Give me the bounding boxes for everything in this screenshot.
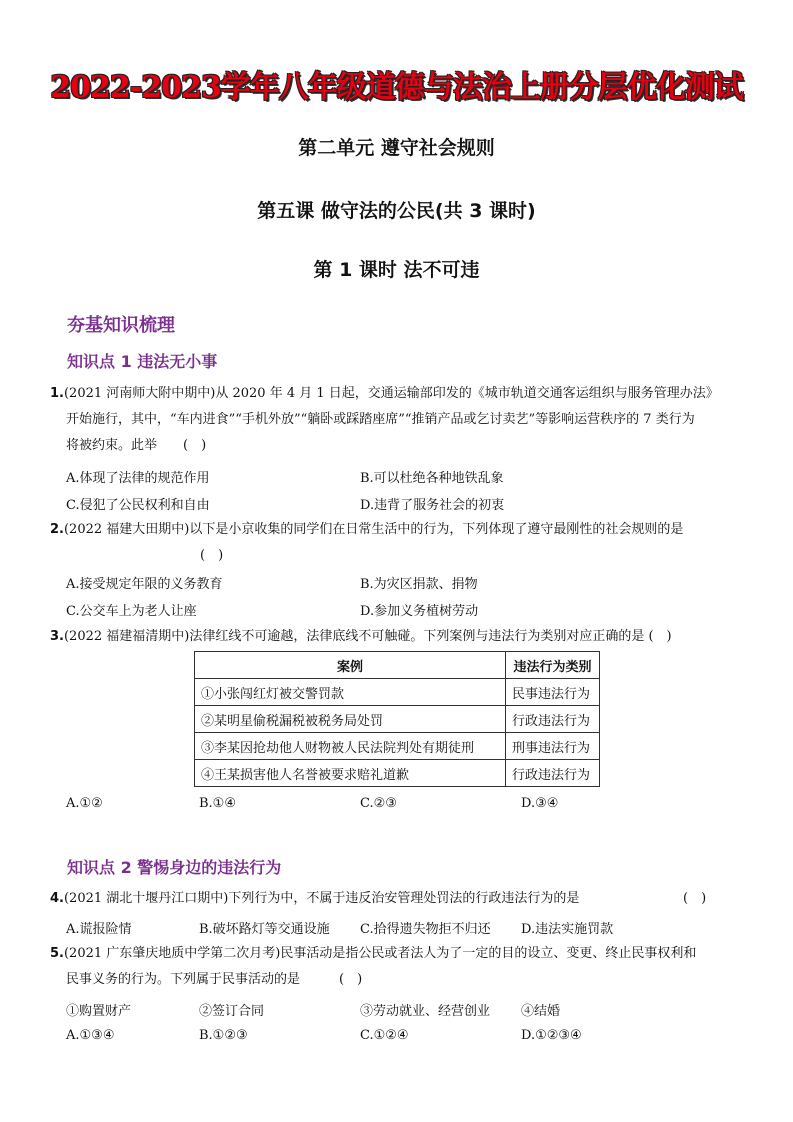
- category-cell: 行政违法行为: [506, 760, 600, 787]
- option-c[interactable]: C.拾得遗失物拒不归还: [360, 922, 491, 937]
- category-cell: 刑事违法行为: [506, 733, 600, 760]
- section-heading: 夯基知识梳理: [67, 315, 175, 336]
- statement-item: ①购置财产: [66, 1004, 132, 1019]
- option-b[interactable]: B.①④: [199, 796, 236, 811]
- option-b[interactable]: B.①②③: [199, 1028, 248, 1043]
- option-c[interactable]: C.①②④: [360, 1028, 409, 1043]
- case-table: [194, 651, 600, 787]
- question-stem: 将被约束。此举 ( ): [66, 438, 207, 453]
- category-cell: 行政违法行为: [506, 706, 600, 733]
- unit-heading: 第二单元 遵守社会规则: [298, 137, 495, 159]
- case-cell: ①小张闯红灯被交警罚款: [195, 679, 506, 706]
- question-stem: (2021 河南师大附中期中)从 2020 年 4 月 1 日起，交通运输部印发的《城市轨道交通客运组织与服务管理办法》: [63, 386, 719, 401]
- question-stem: (2021 广东肇庆地质中学第二次月考)民事活动是指公民或者法人为了一定的目的设立、变更、终止民事权利和: [63, 946, 697, 961]
- question-3: [50, 624, 760, 650]
- table-row: [195, 706, 600, 733]
- period-heading: 第 1 课时 法不可违: [313, 259, 480, 281]
- category-cell: 民事违法行为: [506, 679, 600, 706]
- option-a[interactable]: A.①②: [66, 796, 103, 811]
- option-a[interactable]: A.①③④: [66, 1028, 115, 1043]
- option-b[interactable]: B.可以杜绝各种地铁乱象: [360, 471, 504, 486]
- knowledge-point-2: 知识点 2 警惕身边的违法行为: [67, 858, 282, 877]
- question-5: [50, 941, 760, 993]
- knowledge-point-1: 知识点 1 违法无小事: [67, 352, 218, 371]
- table-row: [195, 679, 600, 706]
- table-row: [195, 760, 600, 787]
- option-c[interactable]: C.②③: [360, 796, 397, 811]
- question-number: 5.: [50, 946, 64, 961]
- option-d[interactable]: D.违法实施罚款: [521, 922, 614, 937]
- table-header-row: [195, 652, 600, 679]
- option-d[interactable]: D.③④: [521, 796, 559, 811]
- case-cell: ④王某损害他人名誉被要求赔礼道歉: [195, 760, 506, 787]
- statement-item: ④结婚: [521, 1004, 561, 1019]
- question-4: [50, 886, 750, 912]
- option-a[interactable]: A.接受规定年限的义务教育: [66, 577, 223, 592]
- statement-item: ③劳动就业、经营创业: [360, 1004, 491, 1019]
- column-header-category: 违法行为类别: [506, 652, 600, 679]
- question-number: 3.: [50, 629, 64, 644]
- question-number: 4.: [50, 891, 64, 906]
- question-stem: 民事义务的行为。下列属于民事活动的是 ( ): [66, 972, 363, 987]
- option-d[interactable]: D.参加义务植树劳动: [360, 604, 479, 619]
- option-c[interactable]: C.公交车上为老人让座: [66, 604, 197, 619]
- option-d[interactable]: D.①②③④: [521, 1028, 582, 1043]
- lesson-heading: 第五课 做守法的公民(共 3 课时): [257, 200, 536, 222]
- question-stem: (2022 福建大田期中)以下是小京收集的同学们在日常生活中的行为，下列体现了遵守最刚性的社会规则的是: [63, 522, 684, 537]
- question-stem: 开始施行，其中，“车内进食”“手机外放”“躺卧或踩踏座席”“推销产品或乞讨卖艺”等影响运营秩序的 7 类行为: [66, 412, 695, 427]
- option-a[interactable]: A.谎报险情: [66, 922, 132, 937]
- case-cell: ②某明星偷税漏税被税务局处罚: [195, 706, 506, 733]
- document-title: 2022-2023学年八年级道德与法治上册分层优化测试: [50, 70, 743, 105]
- statement-item: ②签订合同: [199, 1004, 265, 1019]
- question-stem: (2022 福建福清期中)法律红线不可逾越，法律底线不可触碰。下列案例与违法行为类别对应正确的是 ( ): [63, 629, 672, 644]
- answer-bracket: ( ): [683, 891, 707, 906]
- option-c[interactable]: C.侵犯了公民权利和自由: [66, 498, 210, 513]
- column-header-case: 案例: [195, 652, 506, 679]
- question-2: [50, 517, 760, 569]
- question-stem: (2021 湖北十堰丹江口期中)下列行为中，不属于违反治安管理处罚法的行政违法行为的是: [63, 891, 580, 906]
- option-a[interactable]: A.体现了法律的规范作用: [66, 471, 210, 486]
- table-row: [195, 733, 600, 760]
- question-number: 2.: [50, 522, 64, 537]
- option-b[interactable]: B.破坏路灯等交通设施: [199, 922, 330, 937]
- option-d[interactable]: D.违背了服务社会的初衷: [360, 498, 505, 513]
- question-number: 1.: [50, 386, 64, 401]
- question-1: [50, 381, 750, 459]
- case-cell: ③李某因抢劫他人财物被人民法院判处有期徒刑: [195, 733, 506, 760]
- answer-bracket: ( ): [200, 548, 224, 563]
- option-b[interactable]: B.为灾区捐款、捐物: [360, 577, 478, 592]
